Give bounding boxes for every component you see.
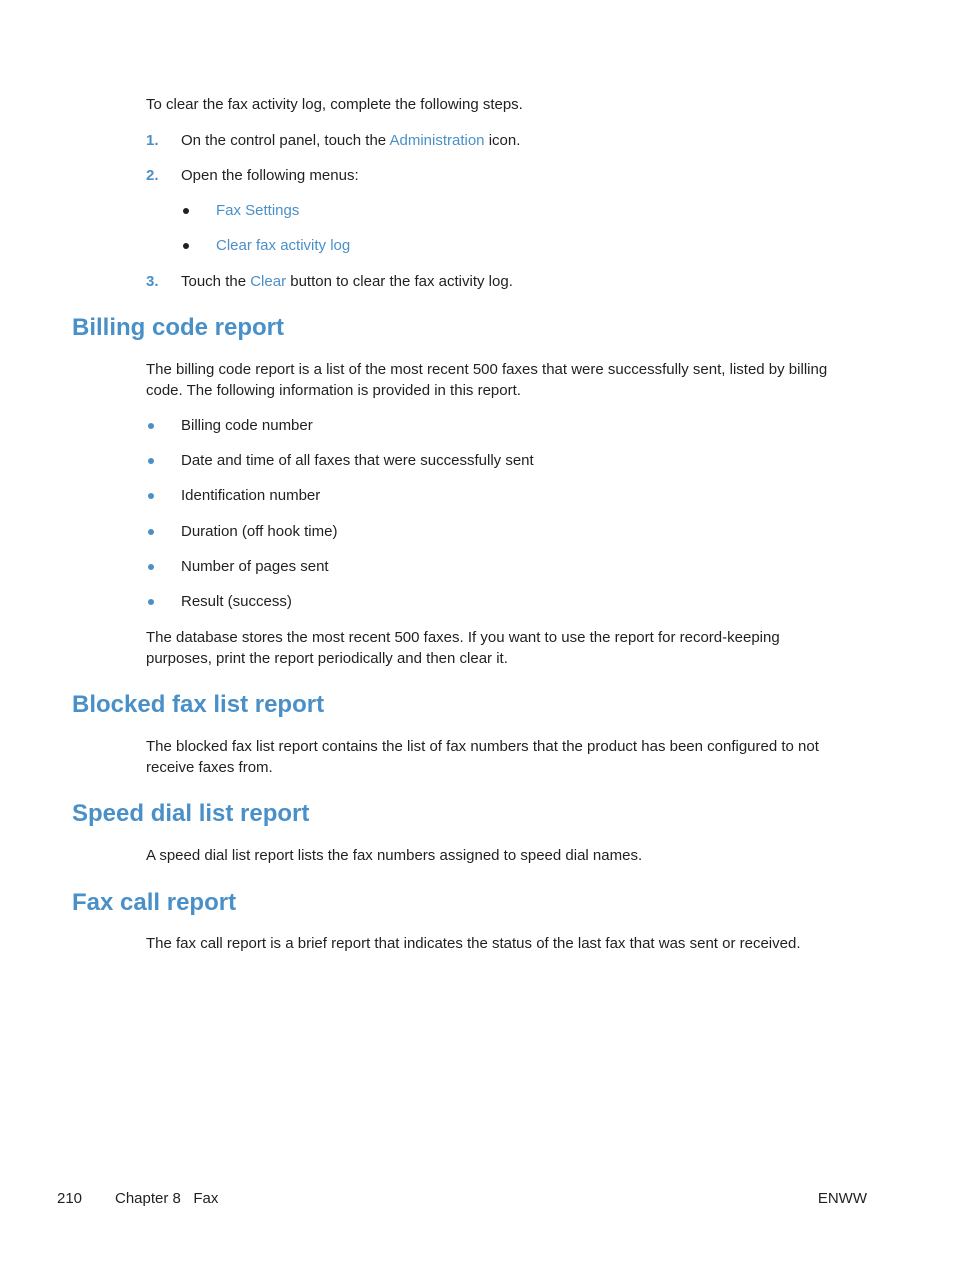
administration-link: Administration <box>389 132 485 149</box>
database-para-line-2: purposes, print the report periodically and then clear it. <box>146 650 508 667</box>
billing-para-line-1: The billing code report is a list of the most recent 500 faxes that were successfully sent, listed by billing <box>146 361 828 378</box>
bullet-icon <box>148 458 154 464</box>
database-para-line-1: The database stores the most recent 500 faxes. If you want to use the report for record-keeping <box>146 629 780 646</box>
intro-text: To clear the fax activity log, complete the following steps. <box>146 96 523 113</box>
bullet-icon <box>148 564 154 570</box>
step-number: 2. <box>146 167 159 184</box>
footer-right: ENWW <box>817 1190 867 1207</box>
step-2 <box>146 165 866 186</box>
bullet-icon <box>183 208 189 214</box>
bullet-icon <box>148 599 154 605</box>
step-text: Touch the Clear button to clear the fax activity log. <box>181 273 513 290</box>
step-number: 3. <box>146 273 159 290</box>
step-text: Open the following menus: <box>181 167 359 184</box>
clear-link: Clear <box>250 273 287 290</box>
bullet-icon <box>148 493 154 499</box>
heading-billing-code-report: Billing code report <box>72 314 285 341</box>
bullet-icon <box>183 243 189 249</box>
fax-call-para: The fax call report is a brief report that indicates the status of the last fax that was sent or received. <box>146 935 801 952</box>
page-number: 210 <box>57 1190 83 1207</box>
speed-dial-para: A speed dial list report lists the fax numbers assigned to speed dial names. <box>146 847 643 864</box>
blocked-para-line-2: receive faxes from. <box>146 759 273 776</box>
step-1 <box>146 130 866 151</box>
bullet-icon <box>148 423 154 429</box>
heading-fax-call-report: Fax call report <box>72 889 237 916</box>
heading-blocked-fax-list-report: Blocked fax list report <box>72 691 325 718</box>
document-page: To clear the fax activity log, complete the following steps. 1. On the control panel, touch the Administration icon. 2. Open the following menus: Fax Settings Clear fax activity log 3. Touch the Clear button to clear the fax activity log. Billing code report The billing code report is a list of the most recent 500 faxes that were successfully sent, listed by billing code. The following information is provided in this report. Billing code number Date and time of all faxes that were successfully sent Identification number Duration (off hook time) Number of pages sent Result (success) The database stores the most recent 500 faxes. If you want to use the report for record-keeping purposes, print the report periodically and then clear it. Blocked fax list report The blocked fax list report contains the list of fax numbers that the product has been configured to not receive faxes from. Speed dial list report A speed dial list report lists the fax numbers assigned to speed dial names. Fax call report The fax call report is a brief report that indicates the status of the last fax that was sent or received. 210 Chapter 8 Fax ENWW <box>57 96 867 1207</box>
blocked-para-line-1: The blocked fax list report contains the list of fax numbers that the product has been configured to not <box>146 738 819 755</box>
bullet-icon <box>148 529 154 535</box>
billing-para-line-2: code. The following information is provided in this report. <box>146 382 521 399</box>
heading-speed-dial-list-report: Speed dial list report <box>72 800 310 827</box>
footer-chapter: Chapter 8 Fax <box>115 1190 219 1207</box>
step-3 <box>146 271 866 292</box>
step-text: On the control panel, touch the Administration icon. <box>181 132 521 149</box>
step-number: 1. <box>146 132 159 149</box>
